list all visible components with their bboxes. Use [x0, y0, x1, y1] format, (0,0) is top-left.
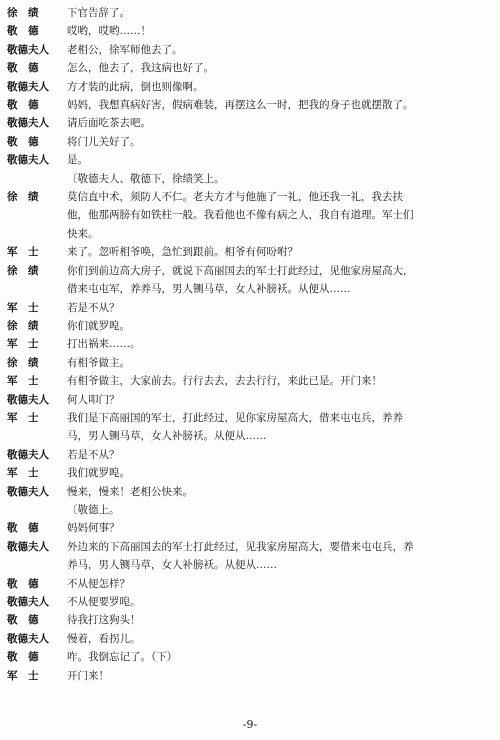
- dialogue-line: [7, 299, 488, 317]
- dialogue-line: [7, 648, 488, 666]
- line-text: 何人叩门？: [67, 393, 120, 406]
- dialogue-line: [7, 317, 488, 335]
- dialogue-line: [7, 593, 488, 611]
- dialogue-line: [7, 225, 488, 243]
- dialogue-line: [7, 483, 488, 501]
- speaker-name: [7, 501, 67, 519]
- speaker-name: [7, 225, 67, 243]
- speaker-name: 敬 德: [7, 25, 39, 38]
- speaker-name: [7, 170, 67, 188]
- speaker-name: [7, 556, 67, 574]
- dialogue-list: [7, 4, 488, 685]
- line-text: 外边来的下高丽国去的军士打此经过，见我家房屋高大，要借来屯屯兵，养: [67, 540, 414, 553]
- speaker-name: 敬 德: [7, 577, 39, 590]
- page-number: -9-: [242, 718, 258, 731]
- speaker-name: 敬德夫人: [7, 393, 49, 406]
- speaker-name: 敬德夫人: [7, 117, 49, 130]
- speaker-name: 军 士: [7, 375, 39, 388]
- dialogue-line: [7, 206, 488, 224]
- line-text: 方才装的此病，倒也则像啊。: [67, 80, 204, 93]
- speaker-name: 敬 德: [7, 99, 39, 112]
- line-text: 是。: [67, 154, 88, 167]
- line-text: 有相爷做主，大家前去。行行去去，去去行行，来此已是。开门来！: [67, 375, 382, 388]
- speaker-name: 敬德夫人: [7, 596, 49, 608]
- dialogue-line: [7, 409, 488, 427]
- line-text: 若是不从？: [67, 448, 120, 461]
- line-text: 慢着，看拐儿。: [67, 632, 141, 645]
- speaker-name: 军 士: [7, 246, 39, 259]
- dialogue-line: [7, 280, 488, 298]
- line-text: 妈妈，我想真病好害，假病难装，再摆这么一时，把我的身子也就摆散了。: [67, 99, 414, 112]
- speaker-name: 军 士: [7, 669, 39, 682]
- stage-direction: [7, 501, 488, 519]
- dialogue-line: [7, 556, 488, 574]
- dialogue-line: [7, 262, 488, 280]
- line-text: 你们到前边高大房子，就说下高丽国去的军士打此经过，见他家房屋高大，: [67, 264, 414, 277]
- line-text: 开门来！: [67, 669, 109, 682]
- stage-direction: [7, 170, 488, 188]
- dialogue-line: [7, 611, 488, 629]
- line-text: 请后面吃茶去吧。: [67, 117, 151, 130]
- speaker-name: 敬德夫人: [7, 632, 49, 645]
- speaker-name: [7, 206, 67, 224]
- speaker-name: 敬德夫人: [7, 448, 49, 461]
- line-text: 你们就罗唣。: [67, 319, 130, 332]
- dialogue-line: [7, 78, 488, 96]
- dialogue-line: [7, 538, 488, 556]
- dialogue-line: [7, 354, 488, 372]
- line-text: 〔敬德上。: [67, 503, 120, 516]
- speaker-name: 军 士: [7, 467, 39, 480]
- dialogue-line: [7, 427, 488, 445]
- line-text: 来了。忽听相爷唤，急忙到跟前。相爷有何吩咐？: [67, 246, 298, 259]
- dialogue-line: [7, 243, 488, 261]
- line-text: 若是不从？: [67, 301, 120, 314]
- line-text: 〔敬德夫人、敬德下，徐绩笑上。: [67, 172, 225, 185]
- dialogue-line: [7, 96, 488, 114]
- speaker-name: [7, 427, 67, 445]
- dialogue-line: [7, 667, 488, 685]
- dialogue-line: [7, 133, 488, 151]
- speaker-name: 军 士: [7, 338, 39, 351]
- speaker-name: 军 士: [7, 301, 39, 314]
- line-text: 慢来，慢来！老相公快来。: [67, 485, 193, 498]
- line-text: 待我打这狗头！: [67, 614, 141, 627]
- line-text: 马，男人铡马草，女人补膀袄。从便从……: [67, 430, 267, 443]
- line-text: 我们是下高丽国的军士，打此经过，见你家房屋高大，借来屯屯兵，养养: [67, 411, 403, 424]
- line-text: 不从便要罗唣。: [67, 596, 141, 608]
- speaker-name: 敬 德: [7, 522, 39, 535]
- speaker-name: 敬德夫人: [7, 43, 49, 56]
- dialogue-line: [7, 372, 488, 390]
- speaker-name: 军 士: [7, 411, 39, 424]
- line-text: 不从便怎样？: [67, 577, 130, 590]
- line-text: 将门儿关好了。: [67, 135, 141, 148]
- line-text: 他，他那两膀有如铁柱一般。我看他也不像有病之人，我自有道理。军士们: [67, 209, 414, 222]
- speaker-name: 徐 绩: [7, 356, 39, 369]
- line-text: 快来。: [67, 227, 99, 240]
- line-text: 我们就罗唣。: [67, 467, 130, 480]
- speaker-name: 徐 绩: [7, 264, 39, 277]
- line-text: 借来屯屯军，养养马，男人铡马草，女人补膀袄。从便从……: [67, 283, 351, 296]
- dialogue-line: [7, 22, 488, 40]
- speaker-name: 徐 绩: [7, 191, 39, 204]
- dialogue-line: [7, 4, 488, 22]
- dialogue-line: [7, 519, 488, 537]
- line-text: 妈妈何事？: [67, 522, 120, 535]
- dialogue-line: [7, 59, 488, 77]
- speaker-name: 敬 德: [7, 135, 39, 148]
- speaker-name: 敬德夫人: [7, 154, 49, 167]
- line-text: 下官告辞了。: [67, 7, 130, 19]
- speaker-name: 徐 绩: [7, 7, 39, 19]
- speaker-name: 敬德夫人: [7, 485, 49, 498]
- dialogue-line: [7, 114, 488, 132]
- speaker-name: 敬 德: [7, 614, 39, 627]
- speaker-name: 敬德夫人: [7, 80, 49, 93]
- dialogue-line: [7, 335, 488, 353]
- speaker-name: 敬 德: [7, 62, 39, 75]
- dialogue-line: [7, 188, 488, 206]
- line-text: 咋。我倒忘记了。（下）: [67, 651, 178, 664]
- line-text: 哎哟，哎哟……！: [67, 25, 151, 38]
- dialogue-line: [7, 41, 488, 59]
- dialogue-line: [7, 446, 488, 464]
- speaker-name: 敬德夫人: [7, 540, 49, 553]
- speaker-name: 敬 德: [7, 651, 39, 664]
- dialogue-line: [7, 391, 488, 409]
- dialogue-line: [7, 575, 488, 593]
- speaker-name: 徐 绩: [7, 319, 39, 332]
- line-text: 养马，男人铡马草，女人补膀袄。从便从……: [67, 559, 277, 572]
- line-text: 老相公，徐军师他去了。: [67, 43, 183, 56]
- line-text: 打出祸来……。: [67, 338, 141, 351]
- line-text: 莫信直中术，须防人不仁。老夫方才与他施了一礼，他还我一礼，我去扶: [67, 191, 403, 204]
- dialogue-line: [7, 464, 488, 482]
- line-text: 怎么，他去了，我这病也好了。: [67, 62, 214, 75]
- line-text: 有相爷做主。: [67, 356, 130, 369]
- dialogue-line: [7, 630, 488, 648]
- speaker-name: [7, 280, 67, 298]
- dialogue-line: [7, 151, 488, 169]
